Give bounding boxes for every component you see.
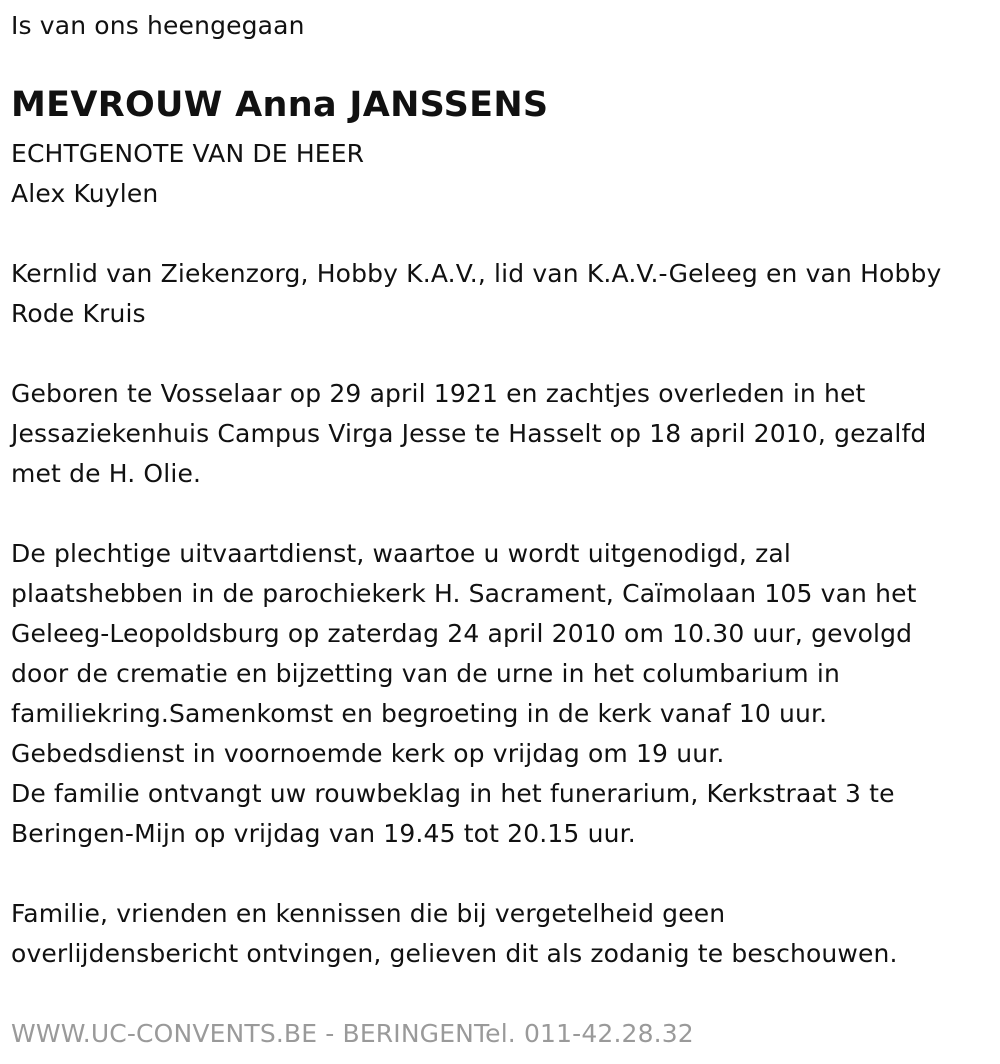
birth-death-line: met de H. Olie. xyxy=(11,459,202,488)
service-line: plaatshebben in de parochiekerk H. Sacrament, Caïmolaan 105 van het xyxy=(11,579,917,608)
spouse-name: Alex Kuylen xyxy=(11,179,159,208)
birth-death-line: Geboren te Vosselaar op 29 april 1921 en zachtjes overleden in het xyxy=(11,379,866,408)
deceased-name: MEVROUW Anna JANSSENS xyxy=(11,85,549,125)
service-line: Geleeg-Leopoldsburg op zaterdag 24 april 2010 om 10.30 uur, gevolgd xyxy=(11,619,913,648)
closing-note-line: Familie, vrienden en kennissen die bij vergetelheid geen xyxy=(11,899,726,928)
spouse-section xyxy=(11,134,364,214)
birth-death-paragraph xyxy=(11,374,926,494)
spouse-label: ECHTGENOTE VAN DE HEER xyxy=(11,139,365,168)
closing-note-paragraph xyxy=(11,894,898,974)
funeral-service-paragraph xyxy=(11,534,917,854)
service-line: De plechtige uitvaartdienst, waartoe u wordt uitgenodigd, zal xyxy=(11,539,791,568)
closing-note-line: overlijdensbericht ontvingen, gelieven dit als zodanig te beschouwen. xyxy=(11,939,898,968)
service-line: Beringen-Mijn op vrijdag van 19.45 tot 20.15 uur. xyxy=(11,819,636,848)
service-line: Gebedsdienst in voornoemde kerk op vrijdag om 19 uur. xyxy=(11,739,725,768)
service-line: De familie ontvangt uw rouwbeklag in het funerarium, Kerkstraat 3 te xyxy=(11,779,895,808)
memberships-line: Rode Kruis xyxy=(11,299,146,328)
intro-text: Is van ons heengegaan xyxy=(11,11,305,40)
birth-death-line: Jessaziekenhuis Campus Virga Jesse te Hasselt op 18 april 2010, gezalfd xyxy=(11,419,927,448)
service-line: door de crematie en bijzetting van de urne in het columbarium in xyxy=(11,659,840,688)
footer-contact: WWW.UC-CONVENTS.BE - BERINGENTel. 011-42.28.32 xyxy=(11,1019,694,1048)
service-line: familiekring.Samenkomst en begroeting in de kerk vanaf 10 uur. xyxy=(11,699,828,728)
memberships-paragraph xyxy=(11,254,941,334)
memberships-line: Kernlid van Ziekenzorg, Hobby K.A.V., lid van K.A.V.-Geleeg en van Hobby xyxy=(11,259,942,288)
